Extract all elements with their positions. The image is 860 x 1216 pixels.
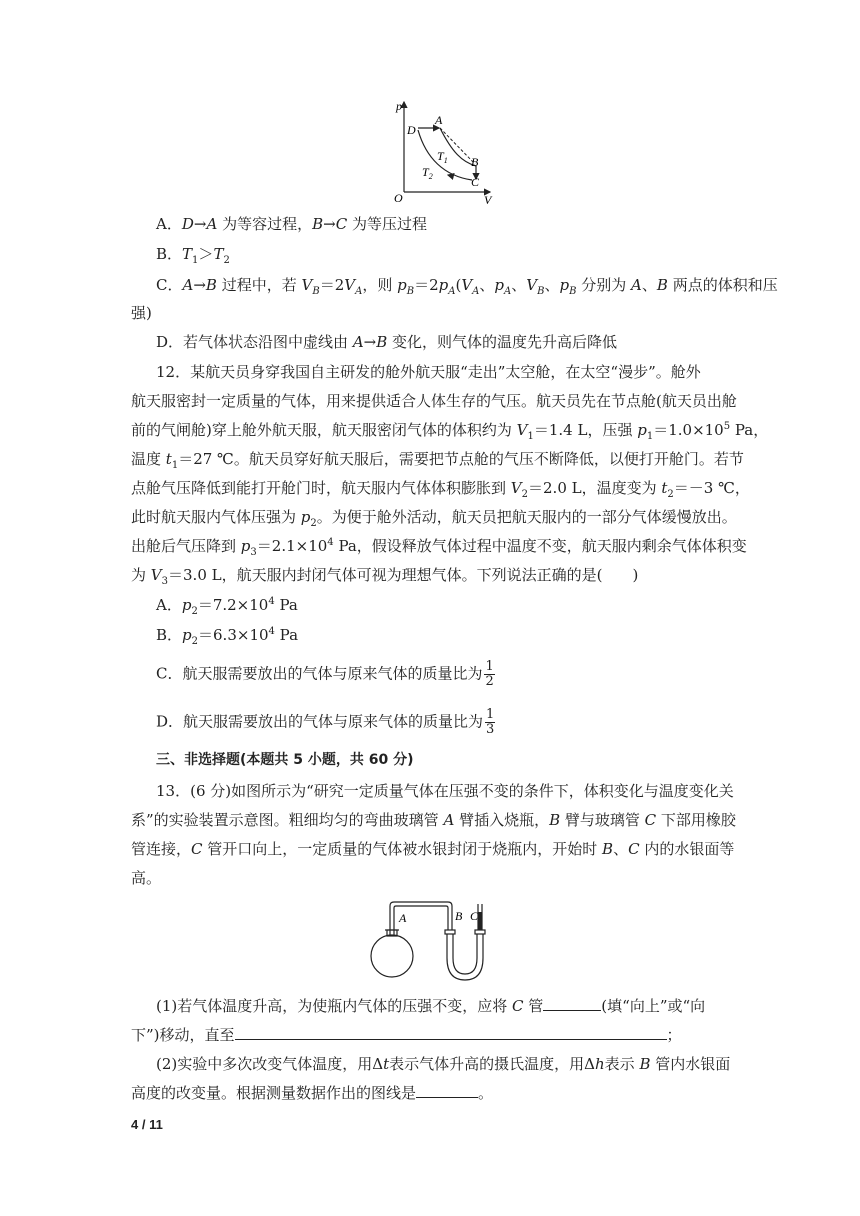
section-heading: 三、非选择题(本题共 5 小题，共 60 分) xyxy=(156,752,414,768)
point-a-label: A xyxy=(435,113,443,127)
q13-line3: 管连接，C 管开口向上，一定质量的气体被水银封闭于烧瓶内，开始时 B、C 内的水银面等 xyxy=(131,840,735,858)
rubber-tube xyxy=(447,934,483,980)
p-axis-label: p xyxy=(396,99,402,113)
q13-line2: 系”的实验装置示意图。粗细均匀的弯曲玻璃管 A 臂插入烧瓶，B 臂与玻璃管 C 下部用橡胶 xyxy=(131,811,736,829)
q12-option-a: A．$p_2=7.2\times 10^4$ Pa xyxy=(156,596,298,617)
apparatus-diagram xyxy=(368,896,504,988)
v-axis-label: V xyxy=(484,193,492,207)
q13-sub1-line2: 下”)移动，直至 ； xyxy=(131,1026,682,1044)
t2-label: $T_2$ xyxy=(422,165,433,181)
q13-line1: 13．(6 分)如图所示为“研究一定质量气体在压强不变的条件下，体积变化与温度变化关 xyxy=(156,782,734,800)
q12-option-b: B．$p_2=6.3\times 10^4$ Pa xyxy=(156,626,299,647)
c-to-d-arrow xyxy=(448,175,452,176)
q12-line6: 此时航天服内气体压强为 $p_2$。为便于舱外活动，航天员把航天服内的一部分气体缓慢放出。 xyxy=(131,508,737,529)
q11-option-d: D．若气体状态沿图中虚线由 A→B 变化，则气体的温度先升高后降低 xyxy=(156,333,618,351)
t1-label: $T_1$ xyxy=(437,149,448,165)
q12-line5: 点舱气压降低到能打开舱门时，航天服内气体体积膨胀到 $V_2=2.0$ L，温度变为 $t_2=-3$ ℃， xyxy=(131,479,750,500)
q12-line2: 航天服密封一定质量的气体，用来提供适合人体生存的气压。航天员先在节点舱(航天员出舱 xyxy=(131,392,737,410)
q13-sub2-line1: (2)实验中多次改变气体温度，用Δt表示气体升高的摄氏温度，用Δh表示 B 管内水银面 xyxy=(156,1055,731,1073)
answer-blank-1[interactable] xyxy=(543,996,601,1011)
label-a: A xyxy=(399,911,407,925)
q12-option-d: D．航天服需要放出的气体与原来气体的质量比为 $\frac{1}{3}$ xyxy=(156,707,495,737)
label-c: C xyxy=(470,909,479,923)
fraction-one-half: $\frac{1}{2}$ xyxy=(485,659,494,689)
mercury-c xyxy=(478,912,482,930)
answer-blank-2[interactable] xyxy=(235,1025,667,1040)
origin-label: O xyxy=(394,191,403,205)
q11-option-a: A．D→A 为等容过程，B→C 为等压过程 xyxy=(156,215,427,233)
q12-option-c: C．航天服需要放出的气体与原来气体的质量比为 $\frac{1}{2}$ xyxy=(156,659,494,689)
q13-sub1-line1: (1)若气体温度升高，为使瓶内气体的压强不变，应将 C 管 (填“向上”或“向 xyxy=(156,997,706,1015)
point-c-label: C xyxy=(471,175,480,189)
q12-line8: 为 $V_3=3.0$ L，航天服内封闭气体可视为理想气体。下列说法正确的是( ) xyxy=(131,566,639,587)
q13-sub2-line2: 高度的改变量。根据测量数据作出的图线是 。 xyxy=(131,1084,494,1102)
q12-line1: 12．某航天员身穿我国自主研发的舱外航天服“走出”太空舱，在太空“漫步”。舱外 xyxy=(156,363,701,381)
q11-option-c-line2: 强) xyxy=(131,304,152,322)
q12-line4: 温度 $t_1=27$ ℃。航天员穿好航天服后，需要把节点舱的气压不断降低，以便打开舱门。若节 xyxy=(131,450,744,471)
answer-blank-3[interactable] xyxy=(416,1083,478,1098)
pv-diagram xyxy=(392,96,502,208)
q11-option-c: C．A→B 过程中，若 $V_B=2V_A$，则 $p_B=2p_A(V_A$、$p_A$、$V_B$、$p_B$ 分别为 A、B 两点的体积和压 xyxy=(156,276,778,297)
fraction-one-third: $\frac{1}{3}$ xyxy=(486,707,495,737)
label-b: B xyxy=(455,909,463,923)
tube-c-stopper xyxy=(475,930,485,934)
point-b-label: B xyxy=(471,155,479,169)
page-number: 4 / 11 xyxy=(131,1117,163,1132)
tube-b-stopper xyxy=(445,930,455,934)
point-d-label: D xyxy=(407,123,416,137)
q12-line3: 前的气闸舱)穿上舱外航天服，航天服密闭气体的体积约为 $V_1=1.4$ L，压强 $p_1=1.0\times 10^5$ Pa， xyxy=(131,421,769,442)
q12-line7: 出舱后气压降到 $p_3=2.1\times 10^4$ Pa，假设释放气体过程中温度不变，航天服内剩余气体体积变 xyxy=(131,537,747,558)
q13-line4: 高。 xyxy=(131,869,162,887)
q11-option-b: B．$T_1>T_2$ xyxy=(156,245,230,266)
flask xyxy=(371,935,413,977)
